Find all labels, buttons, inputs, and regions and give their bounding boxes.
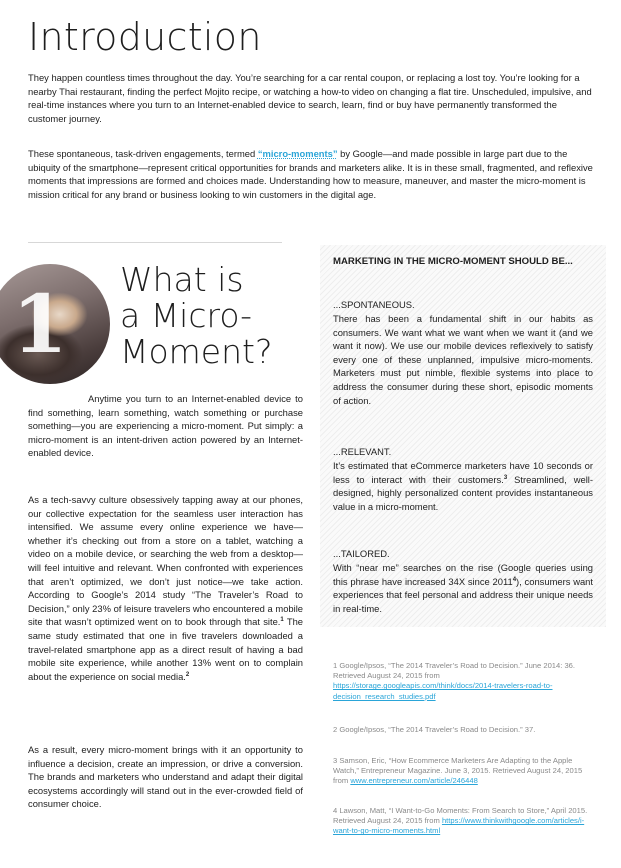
footnote-link[interactable]: https://www.thinkwithgoogle.com/articles/i-want-to-go-micro-moments.html — [333, 816, 585, 836]
sidebar-text: Streamlined, well-designed, highly personalized content provides instantaneous value in a micro-moment. — [333, 473, 593, 512]
footnote-link[interactable]: www.entrepreneur.com/article/246448 — [350, 776, 478, 786]
sidebar-heading-relevant: ...RELEVANT. — [333, 446, 392, 457]
footnote-ref[interactable]: 2 — [185, 671, 190, 678]
intro-paragraph-1: They happen countless times throughout the day. You’re searching for a car rental coupon, or replacing a lost toy. You’re looking for a nearby Thai restaurant, finding the perfect Mojito recipe, or watching a how-to video on changing a flat tire. Unscheduled, impulsive, and real-time instances where you turn to an Internet-enabled device to search, learn, find or buy have permanently transformed the customer journey. — [28, 72, 592, 124]
section-photo — [0, 264, 110, 384]
body-text: As a tech-savvy culture obsessively tapping away at our phones, our collective expectation for the seamless user interaction has intensified. We assume every online experience we have—whether it’s checking out from a store on a tablet, watching a video on a mobile device, or searching the web from a desktop—will feel intuitive and relevant. When confronted with experiences that aren’t optimized, we don’t just notice—we take action. According to Google’s 2014 study “The Traveler’s Road to Decision,” only 23% of leisure travelers who encountered a mobile site that wasn’t optimized went on to book through that site. — [28, 494, 303, 628]
footnote-ref[interactable]: 4 — [512, 576, 517, 583]
page-title: Introduction — [28, 15, 262, 59]
section-title — [120, 262, 290, 370]
footnote-text: 3 Samson, Eric, “How Ecommerce Marketers Are Adapting to the Apple Watch,” Entrepreneur Magazine. June 3, 2015. Retrieved August 24, 2015 from — [333, 756, 583, 786]
sidebar-heading-tailored: ...TAILORED. — [333, 548, 390, 559]
sidebar-text: ), consumers want experiences that feel personal and address their unique needs in real-time. — [333, 575, 594, 614]
sidebar-text-spontaneous: There has been a fundamental shift in our habits as consumers. We want what we want when we want it (and we want it now). We use our mobile devices reflexively to satisfy every one of these unplanned, impulsive micro-moments. Marketers must put nimble, flexible systems into place to address the consumer during these short, episodic moments of action. — [333, 313, 593, 406]
intro-text: by Google—and made possible in large part due to the ubiquity of the smartphone—represent critical opportunities for brands and marketers alike. It is in these small, fragmented, and reflexive moments that impressions are formed and choices made. Understanding how to measure, maneuver, and master the micro-moment is mission critical for any brand or business looking to win customers in the digital age. — [28, 148, 593, 200]
sidebar-box — [320, 245, 606, 627]
section-number: 1 — [12, 277, 68, 371]
section-divider — [28, 242, 282, 243]
footnote-3 — [333, 756, 595, 787]
section-title-line: a Micro- — [120, 296, 253, 335]
sidebar-text: With “near me” searches on the rise (Google queries using this phrase have increased 34X since 2011 — [333, 562, 593, 587]
sidebar-heading-spontaneous: ...SPONTANEOUS. — [333, 299, 415, 310]
intro-paragraph-2 — [28, 147, 596, 201]
body-paragraph-2 — [28, 493, 303, 683]
sidebar-title: MARKETING IN THE MICRO-MOMENT SHOULD BE... — [333, 256, 573, 267]
footnote-1 — [333, 661, 595, 702]
footnote-ref[interactable]: 3 — [503, 474, 508, 481]
footnote-2: 2 Google/Ipsos, “The 2014 Traveler’s Road to Decision.” 37. — [333, 725, 536, 734]
section-title-line: What is — [120, 260, 244, 299]
footnote-text: 4 Lawson, Matt, “I Want-to-Go Moments: From Search to Store,” April 2015. Retrieved August 24, 2015 from — [333, 806, 588, 826]
footnote-text: 1 Google/Ipsos, “The 2014 Traveler’s Road to Decision.” June 2014: 36. Retrieved August 24, 2015 from — [333, 661, 576, 681]
footnote-ref[interactable]: 1 — [280, 617, 284, 624]
sidebar-text: It’s estimated that eCommerce marketers have 10 seconds or less to interact with their customers. — [333, 460, 593, 485]
footnote-4 — [333, 806, 595, 837]
section-title-line: Moment? — [120, 332, 273, 371]
intro-text: These spontaneous, task-driven engagements, termed — [28, 148, 258, 159]
sidebar-text-tailored — [333, 561, 593, 615]
footnote-link[interactable]: https://storage.googleapis.com/think/docs/2014-travelers-road-to-decision_research_studies.pdf — [333, 681, 553, 701]
sidebar-text-relevant — [333, 459, 593, 513]
body-paragraph-3: As a result, every micro-moment brings with it an opportunity to influence a decision, create an impression, or drive a conversion. The brands and marketers who understand and adapt their digital ecosystems accordingly will stand out in the ever-crowded field of consumer choice. — [28, 744, 303, 810]
body-paragraph-1: Anytime you turn to an Internet-enabled device to find something, learn something, watch something or purchase something—you are experiencing a micro-moment. Put simply: a micro-moment is an intent-driven action powered by an Internet-enabled device. — [28, 393, 303, 459]
micro-moments-term: “micro-moments” — [257, 148, 338, 159]
body-text: The same study estimated that one in five travelers downloaded a travel-related smartphone app as a direct result of having a bad mobile site experience, while another 13% went on to complain about the experience on social media. — [28, 616, 303, 682]
